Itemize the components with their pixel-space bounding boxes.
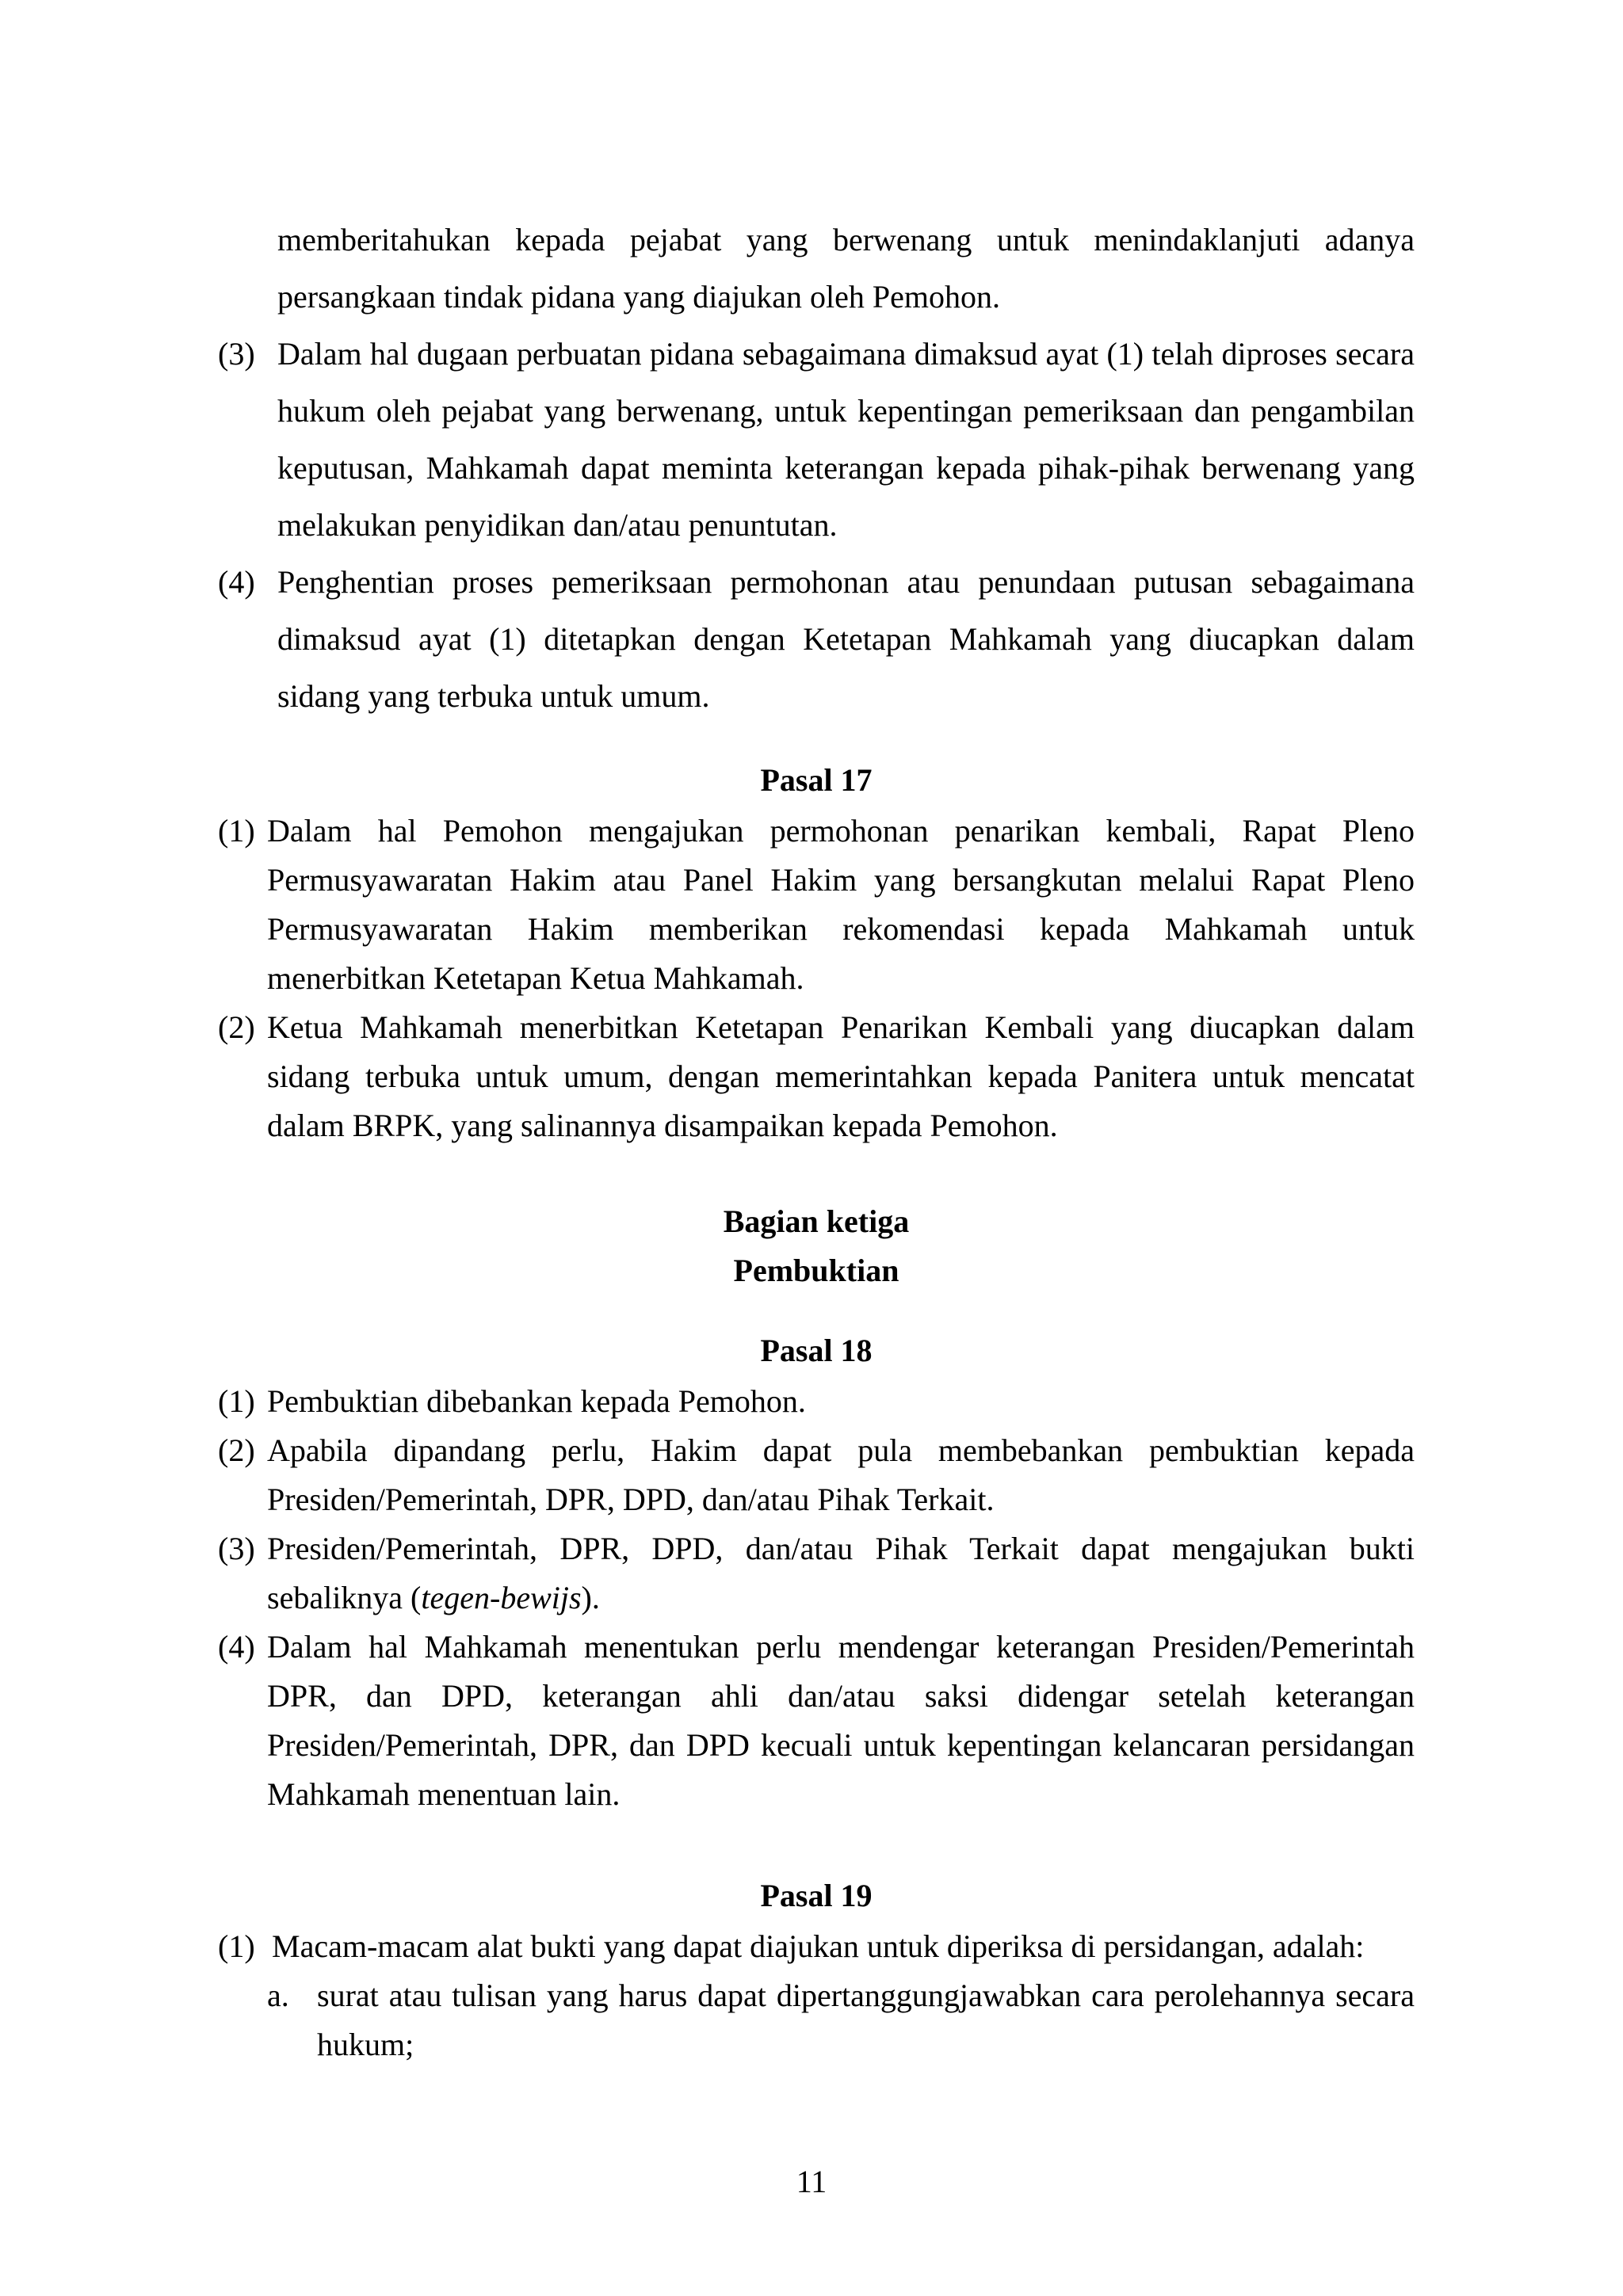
item-text: Ketua Mahkamah menerbitkan Ketetapan Penarikan Kembali yang diucapkan dalam sidang terbuka untuk umum, dengan memerintahkan kepada Panitera untuk mencatat dalam BRPK, yang salinannya disampaikan kepada Pemohon. [267,1009,1415,1143]
item-text: Pembuktian dibebankan kepada Pemohon. [267,1383,806,1419]
pasal19-title: Pasal 19 [760,1878,873,1913]
pasal18-title: Pasal 18 [760,1333,873,1368]
item-text: Macam-macam alat bukti yang dapat diajukan untuk diperiksa di persidangan, adalah: [272,1928,1365,1964]
item-text: Dalam hal dugaan perbuatan pidana sebagaimana dimaksud ayat (1) telah diproses secara hukum oleh pejabat yang berwenang, untuk kepentingan pemeriksaan dan pengambilan keputusan, Mahkamah dapat meminta keterangan kepada pihak-pihak berwenang yang melakukan penyidikan dan/atau penuntutan. [277,336,1415,543]
item-number: (2) [218,1009,255,1045]
item-number: (2) [218,1432,255,1468]
item-text-before: Presiden/Pemerintah, DPR, DPD, dan/atau Pihak Terkait dapat mengajukan bukti sebaliknya ( [267,1531,1415,1615]
list-item [218,807,1415,1003]
item-number: (1) [218,1928,255,1964]
item-number: (3) [218,1531,255,1566]
item-number: (1) [218,813,255,849]
item-number: (4) [218,1629,255,1665]
item-text: Penghentian proses pemeriksaan permohonan atau penundaan putusan sebagaimana dimaksud ayat (1) ditetapkan dengan Ketetapan Mahkamah yang diucapkan dalam sidang yang terbuka untuk umum. [277,564,1415,714]
pasal18-list [218,1377,1415,1819]
item-letter: a. [267,1978,289,2013]
item-text-italic: tegen-bewijs [421,1580,582,1615]
continuation-text: memberitahukan kepada pejabat yang berwenang untuk menindaklanjuti adanya persangkaan tindak pidana yang diajukan oleh Pemohon. [277,222,1415,315]
list-item [218,1003,1415,1150]
list-item [218,326,1415,554]
item-number: (3) [218,336,255,372]
page-number: 11 [796,2164,827,2199]
item-text: Dalam hal Mahkamah menentukan perlu mendengar keterangan Presiden/Pemerintah DPR, dan DPD, keterangan ahli dan/atau saksi didengar setelah keterangan Presiden/Pemerintah, DPR, dan DPD kecuali untuk kepentingan kelancaran persidangan Mahkamah menentuan lain. [267,1629,1415,1812]
list-item [218,1623,1415,1819]
item-text: Apabila dipandang perlu, Hakim dapat pula membebankan pembuktian kepada Presiden/Pemerintah, DPR, DPD, dan/atau Pihak Terkait. [267,1432,1415,1517]
pasal16-list [218,326,1415,725]
list-item [218,1524,1415,1623]
item-number: (4) [218,564,255,600]
continuation-paragraph [218,212,1415,326]
sub-list-item [218,1971,1415,2069]
list-item [218,1922,1415,1971]
pasal17-title: Pasal 17 [760,762,873,798]
bagian-subtitle: Pembuktian [733,1253,899,1288]
item-text-after: ). [581,1580,600,1615]
pasal19-list [218,1922,1415,2069]
bagian-title: Bagian ketiga [723,1203,910,1239]
item-number: (1) [218,1383,255,1419]
item-text: surat atau tulisan yang harus dapat dipertanggungjawabkan cara perolehannya secara hukum; [317,1978,1415,2062]
list-item [218,554,1415,725]
pasal17-list [218,807,1415,1150]
item-text: Dalam hal Pemohon mengajukan permohonan penarikan kembali, Rapat Pleno Permusyawaratan Hakim atau Panel Hakim yang bersangkutan melalui Rapat Pleno Permusyawaratan Hakim memberikan rekomendasi kepada Mahkamah untuk menerbitkan Ketetapan Ketua Mahkamah. [267,813,1415,996]
list-item [218,1377,1415,1426]
list-item [218,1426,1415,1524]
